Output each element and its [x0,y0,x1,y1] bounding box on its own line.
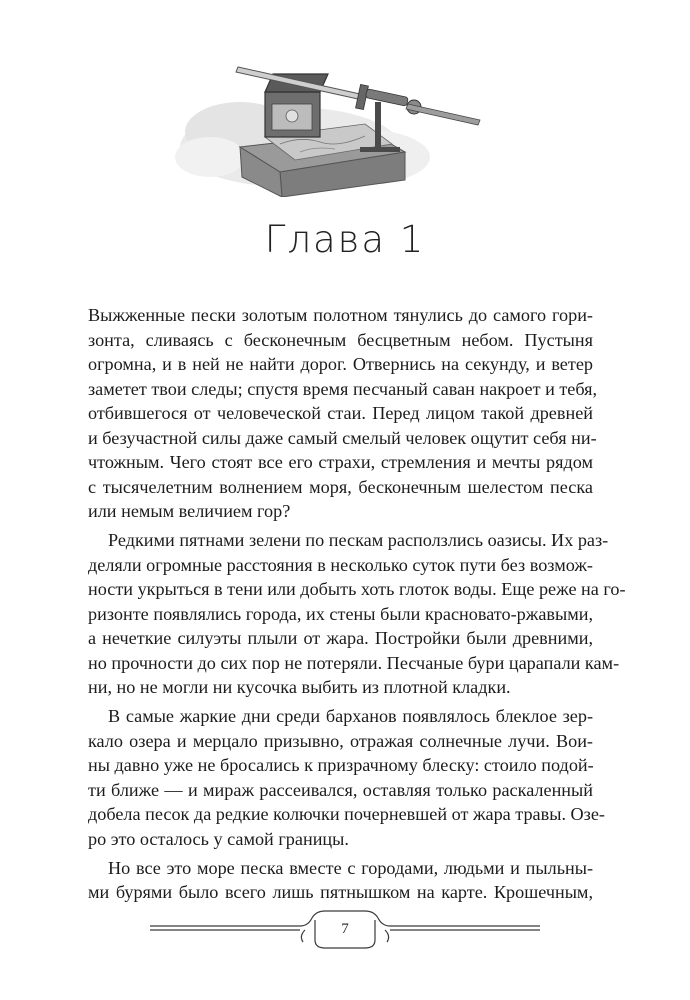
text-line: Но все это море песка вместе с городами, людьми и пыльны- [108,857,593,878]
text-line: В самые жаркие дни среди барханов появлялось блеклое зер- [108,706,593,726]
text-line: кало озера и мерцало призывно, отражая солнечные лучи. Вои- [88,730,593,751]
chapter-title: Глава 1 [264,218,426,261]
chapter-illustration [170,52,520,197]
text-line: огромна, и в ней не найти дорог. Отвернись на секунду, и ветер [88,354,593,374]
text-line: ми бурями было всего лишь пятнышком на карте. Крошечным, [88,882,593,902]
page-number: 7 [341,921,349,937]
text-line: добела песок да редкие колючки почерневшей от жара травы. Озе- [88,804,605,824]
text-line: Редкими пятнами зелени по пескам расползлись оазисы. Их раз- [108,530,609,550]
text-line: с тысячелетним волнением моря, бесконечным шелестом песка [88,476,593,497]
text-line: ни, но не могли ни кусочка выбить из плотной кладки. [88,677,511,697]
text-line: ро это осталось у самой границы. [88,828,349,849]
text-line: ности укрыться в тени или добыть хоть глоток воды. Еще реже на го- [88,579,626,599]
text-line: заметет твои следы; спустя время песчаный саван накроет и тебя, [88,378,598,399]
text-line: и безучастной силы даже самый смелый человек ощутит себя ни- [88,427,597,448]
text-line: а нечеткие силуэты плыли от жара. Постройки были древними, [88,628,593,648]
text-line: ны давно уже не бросались к призрачному блеску: стоило подой- [88,755,594,775]
text-line: Выжженные пески золотым полотном тянулись до самого гори- [88,305,593,325]
text-line: ти ближе — и мираж рассеивался, оставляя только раскаленный [88,779,593,800]
paragraph [88,303,598,524]
text-line: но прочности до сих пор не потеряли. Песчаные бури царапали кам- [88,652,620,673]
paragraph [88,528,626,700]
text-line: зонта, сливаясь с бесконечным бесцветным небом. Пустыня [88,329,593,350]
paragraph [88,704,605,851]
body-text [88,303,626,909]
text-line: или немым величием гор? [88,501,291,521]
text-line: чтожным. Чего стоят все его страхи, стремления и мечты рядом [88,452,593,472]
text-line: отбившегося от человеческой стаи. Перед лицом такой древней [88,403,593,423]
text-line: ризонте появлялись города, их стены были красновато-ржавыми, [88,603,593,624]
paragraph [88,856,593,905]
text-line: деляли огромные расстояния в несколько суток пути без возмож- [88,554,593,575]
